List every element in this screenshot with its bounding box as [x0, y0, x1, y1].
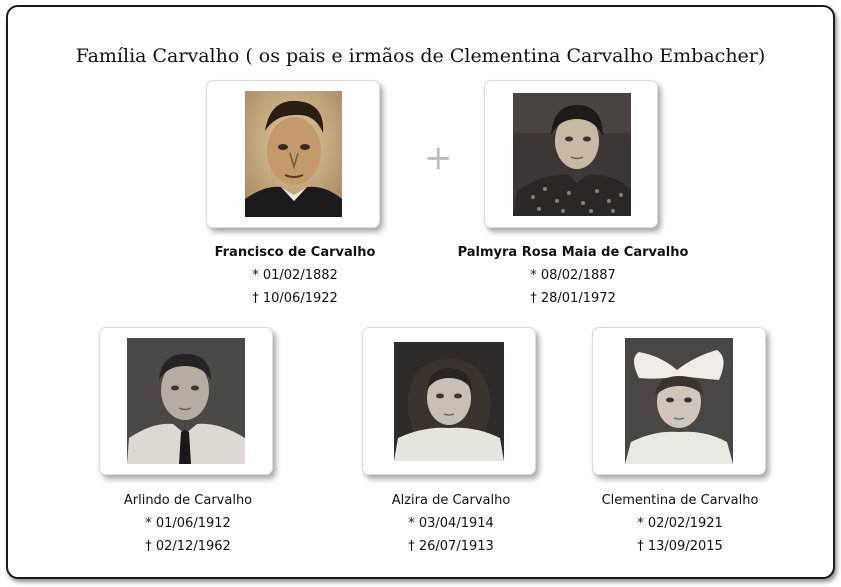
portrait-alzira: [394, 342, 504, 461]
death-date: † 26/07/1913: [408, 539, 494, 554]
photo-card-alzira: [362, 327, 536, 475]
portrait-alzira-image: [394, 342, 504, 461]
death-date: † 02/12/1962: [145, 539, 231, 554]
person-name: Arlindo de Carvalho: [123, 493, 253, 508]
diagram-title: Família Carvalho ( os pais e irmãos de Clementina Carvalho Embacher): [75, 45, 766, 67]
portrait-francisco-image: [245, 91, 342, 217]
person-info-arlindo: [88, 489, 288, 558]
portrait-francisco: [245, 91, 342, 217]
person-info-francisco: [195, 241, 395, 310]
photo-card-francisco: [206, 80, 380, 228]
person-name: Francisco de Carvalho: [214, 245, 376, 260]
death-date: † 10/06/1922: [252, 291, 338, 306]
person-name: Clementina de Carvalho: [601, 493, 759, 508]
person-name: Palmyra Rosa Maia de Carvalho: [457, 245, 689, 260]
portrait-clementina-image: [625, 338, 733, 464]
birth-date: * 01/02/1882: [252, 268, 338, 283]
birth-date: * 03/04/1914: [408, 516, 494, 531]
person-info-palmyra: [448, 241, 698, 310]
person-info-alzira: [351, 489, 551, 558]
birth-date: * 02/02/1921: [637, 516, 723, 531]
person-info-clementina: [580, 489, 780, 558]
photo-card-clementina: [592, 327, 766, 475]
death-date: † 28/01/1972: [530, 291, 616, 306]
person-name: Alzira de Carvalho: [391, 493, 511, 508]
portrait-clementina: [625, 338, 733, 464]
portrait-palmyra-image: [513, 93, 631, 216]
plus-symbol: +: [424, 138, 453, 178]
photo-card-palmyra: [484, 80, 658, 228]
portrait-arlindo-image: [127, 338, 245, 464]
birth-date: * 01/06/1912: [145, 516, 231, 531]
portrait-palmyra: [513, 93, 631, 216]
photo-card-arlindo: [99, 327, 273, 475]
death-date: † 13/09/2015: [637, 539, 723, 554]
portrait-arlindo: [127, 338, 245, 464]
birth-date: * 08/02/1887: [530, 268, 616, 283]
